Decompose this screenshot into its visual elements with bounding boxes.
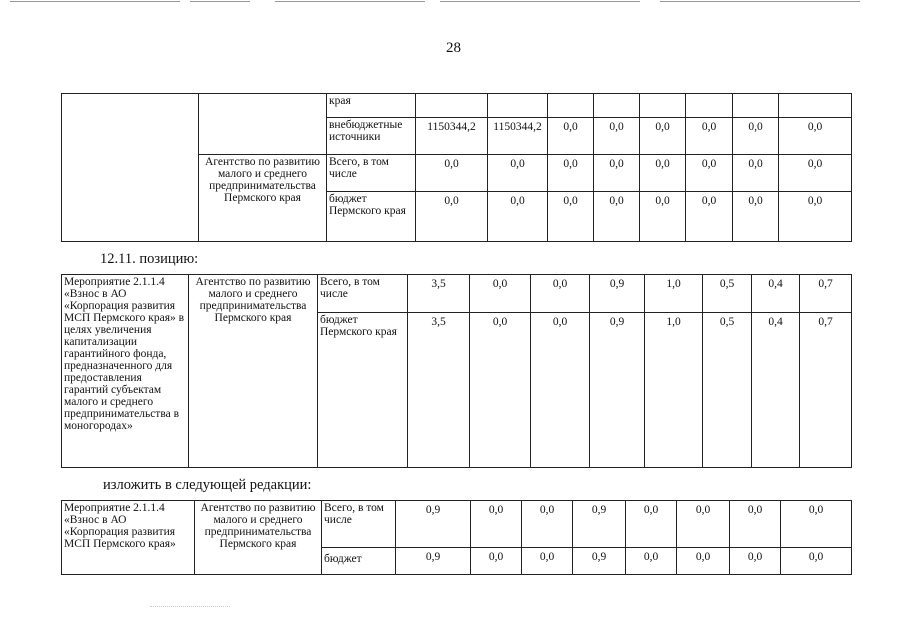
value-cell: 0,0 (686, 192, 733, 242)
value-cell: 0,0 (471, 548, 522, 575)
table-bottom (61, 500, 852, 575)
value-cell: 0,0 (781, 548, 852, 575)
table-row (62, 94, 852, 118)
measure-cell (62, 94, 199, 242)
value-cell: 0,0 (779, 192, 852, 242)
value-cell: 0,4 (752, 313, 800, 468)
agency-cell: Агентство по развитию малого и среднего предпринимательства Пермского края (199, 155, 327, 242)
source-cell: Всего, в том числе (322, 501, 396, 548)
value-cell: 0,9 (590, 313, 645, 468)
measure-cell: Мероприятие 2.1.1.4 «Взнос в АО «Корпорация развития МСП Пермского края» в целях увеличения капитализации гарантийного фонда, предназначенного для предоставления гарантий субъектам малого и среднего предпринимательства в моногородах» (62, 275, 189, 468)
measure-cell: Мероприятие 2.1.1.4 «Взнос в АО «Корпорация развития МСП Пермского края» (62, 501, 195, 575)
value-cell: 0,0 (686, 118, 733, 155)
value-cell: 0,7 (800, 275, 852, 313)
value-cell: 1,0 (645, 275, 703, 313)
agency-cell: Агентство по развитию малого и среднего предпринимательства Пермского края (195, 501, 322, 575)
value-cell: 0,9 (396, 548, 471, 575)
agency-cell (199, 94, 327, 155)
value-cell (779, 94, 852, 118)
scan-edge (0, 0, 905, 4)
value-cell: 0,0 (522, 548, 573, 575)
value-cell: 0,0 (626, 548, 677, 575)
table-middle (61, 274, 852, 468)
section-heading: изложить в следующей редакции: (103, 477, 312, 493)
value-cell: 0,0 (640, 118, 686, 155)
value-cell: 0,0 (548, 118, 594, 155)
value-cell: 0,0 (779, 118, 852, 155)
value-cell: 0,0 (594, 118, 640, 155)
source-cell: Всего, в том числе (327, 155, 416, 192)
source-cell: внебюджетные источники (327, 118, 416, 155)
value-cell: 0,4 (752, 275, 800, 313)
table-row (62, 275, 852, 313)
value-cell (686, 94, 733, 118)
value-cell (594, 94, 640, 118)
value-cell: 3,5 (408, 313, 470, 468)
value-cell: 0,0 (640, 155, 686, 192)
value-cell: 0,0 (470, 313, 531, 468)
value-cell: 0,0 (488, 192, 548, 242)
value-cell (548, 94, 594, 118)
page-number: 28 (446, 40, 461, 56)
value-cell: 0,0 (733, 155, 779, 192)
value-cell: 0,0 (640, 192, 686, 242)
value-cell (488, 94, 548, 118)
footer-divider (150, 606, 230, 607)
source-cell: бюджет Пермского края (327, 192, 416, 242)
source-cell: бюджет Пермского края (318, 313, 408, 468)
value-cell: 0,0 (781, 501, 852, 548)
value-cell: 0,0 (416, 155, 488, 192)
value-cell: 0,0 (677, 548, 730, 575)
value-cell: 3,5 (408, 275, 470, 313)
value-cell: 0,0 (416, 192, 488, 242)
value-cell: 0,0 (470, 275, 531, 313)
value-cell: 0,0 (531, 313, 590, 468)
value-cell: 1,0 (645, 313, 703, 468)
value-cell: 0,0 (471, 501, 522, 548)
value-cell: 0,9 (396, 501, 471, 548)
value-cell: 0,0 (594, 192, 640, 242)
value-cell: 0,0 (677, 501, 730, 548)
source-cell: края (327, 94, 416, 118)
value-cell: 0,0 (730, 501, 781, 548)
value-cell: 0,0 (531, 275, 590, 313)
table-row (62, 501, 852, 548)
value-cell: 0,0 (730, 548, 781, 575)
value-cell: 0,0 (548, 192, 594, 242)
value-cell: 0,0 (733, 192, 779, 242)
agency-cell: Агентство по развитию малого и среднего предпринимательства Пермского края (189, 275, 318, 468)
value-cell: 0,7 (800, 313, 852, 468)
value-cell: 0,0 (779, 155, 852, 192)
value-cell: 0,5 (703, 313, 752, 468)
value-cell: 0,5 (703, 275, 752, 313)
value-cell (733, 94, 779, 118)
value-cell: 1150344,2 (488, 118, 548, 155)
source-cell: Всего, в том числе (318, 275, 408, 313)
value-cell: 0,0 (488, 155, 548, 192)
value-cell: 0,9 (590, 275, 645, 313)
value-cell: 0,0 (733, 118, 779, 155)
value-cell: 0,0 (626, 501, 677, 548)
value-cell: 0,0 (594, 155, 640, 192)
value-cell: 0,0 (522, 501, 573, 548)
value-cell: 0,9 (573, 548, 626, 575)
source-cell: бюджет (322, 548, 396, 575)
value-cell: 0,9 (573, 501, 626, 548)
section-heading: 12.11. позицию: (100, 251, 199, 267)
value-cell: 0,0 (548, 155, 594, 192)
value-cell (416, 94, 488, 118)
table-top (61, 93, 852, 242)
value-cell: 0,0 (686, 155, 733, 192)
value-cell (640, 94, 686, 118)
value-cell: 1150344,2 (416, 118, 488, 155)
